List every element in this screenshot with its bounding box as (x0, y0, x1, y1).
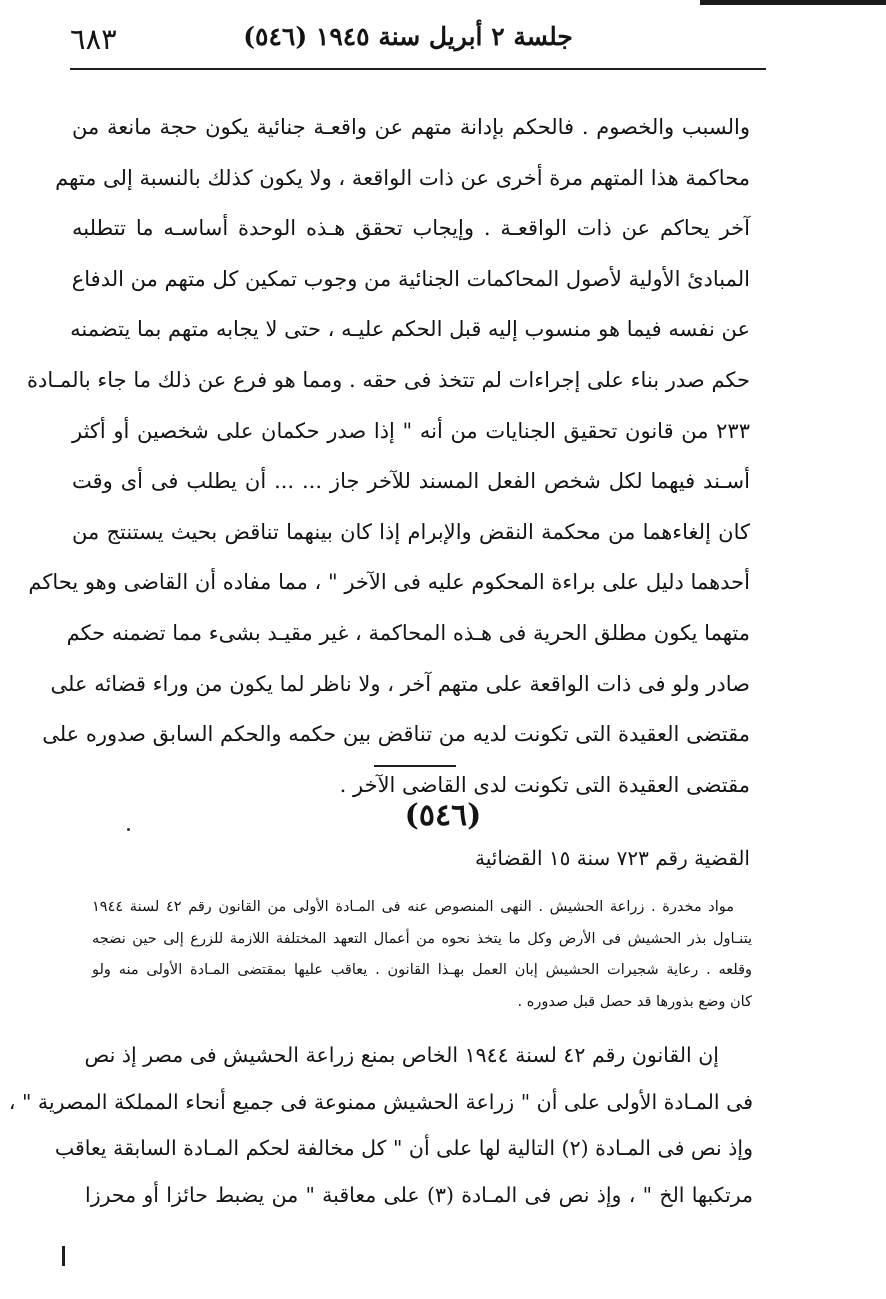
scan-speck (127, 828, 130, 831)
text-line: عن نفسه فيما هو منسوب إليه قبل الحكم عليـه ، حتى لا يجابه متهم بما يتضمنه (70, 317, 750, 342)
running-title: جلسة ٢ أبريل سنة ١٩٤٥ (٥٤٦) (243, 22, 573, 51)
text-line: أسـند فيهما لكل شخص الفعل المسند للآخر جاز ... ... أن يطلب فى أى وقت (72, 469, 750, 494)
judgment-text (8, 1032, 753, 1218)
text-line: ٢٣٣ من قانون تحقيق الجنايات من أنه " إذا صدر حكمان على شخصين أو أكثر (72, 418, 750, 443)
previous-case-text (27, 102, 750, 810)
text-line: كان إلغاءهما من محكمة النقض والإبرام إذا كان بينهما تناقض بحيث يستنتج من (72, 519, 750, 544)
text-line: حكم صدر بناء على إجراءات لم تتخذ فى حقه . ومما هو فرع عن ذلك ما جاء بالمـادة (27, 367, 750, 392)
summary-line: كان وضع بذورها قد حصل قبل صدوره . (517, 993, 752, 1010)
text-line: وإذ نص فى المـادة (٢) التالية لها على أن " كل مخالفة لحكم المـادة السابقة يعاقب (54, 1136, 753, 1160)
text-line: والسبب والخصوم . فالحكم بإدانة متهم عن واقعـة جنائية يكون حجة مانعة من (72, 115, 750, 139)
text-line: إن القانون رقم ٤٢ لسنة ١٩٤٤ الخاص بمنع زراعة الحشيش فى مصر إذ نص (84, 1043, 719, 1067)
case-summary (92, 892, 752, 1018)
page-header (70, 16, 766, 66)
case-number: (٥٤٦) (404, 798, 482, 833)
text-line: محاكمة هذا المتهم مرة أخرى عن ذات الواقعة ، ولا يكون كذلك بالنسبة إلى متهم (55, 165, 750, 190)
text-line: مقتضى العقيدة التى تكونت لديه من تناقض بين حكمه والحكم السابق صدوره على (42, 722, 750, 747)
text-line: فى المـادة الأولى على أن " زراعة الحشيش ممنوعة فى جميع أنحاء المملكة المصرية " ، (8, 1089, 753, 1114)
text-line: متهما يكون مطلق الحرية فى هـذه المحاكمة ، غير مقيـد بشىء مما تضمنه حكم (66, 620, 750, 645)
text-line: أحدهما دليل على براءة المحكوم عليه فى الآخر " ، مما مفاده أن القاضى وهو يحاكم (28, 570, 750, 595)
summary-line: مواد مخدرة . زراعة الحشيش . النهى المنصوص عنه فى المـادة الأولى من القانون رقم ٤٢ لسنة ١٩٤٤ (92, 899, 734, 915)
text-line: مقتضى العقيدة التى تكونت لدى القاضى الآخر . (339, 772, 750, 797)
page-number: ٦٨٣ (70, 22, 117, 56)
header-rule (70, 68, 766, 70)
text-line: مرتكبها الخ " ، وإذ نص فى المـادة (٣) على معاقبة " من يضبط حائزا أو محرزا (85, 1182, 753, 1207)
margin-mark (62, 1246, 65, 1266)
text-line: آخر يحاكم عن ذات الواقعـة . وإيجاب تحقق هـذه الوحدة أساسـه ما تتطلبه (72, 216, 750, 241)
scan-edge-mark (700, 0, 886, 5)
text-line: صادر ولو فى ذات الواقعة على متهم آخر ، ولا ناظر لما يكون من وراء قضائه على (50, 671, 750, 696)
summary-line: يتنـاول بذر الحشيش فى الأرض وكل ما يتخذ نحوه من أعمال التعهد المختلفة اللازمة للزرع إلى حين نضجه (92, 930, 752, 947)
case-reference: القضية رقم ٧٢٣ سنة ١٥ القضائية (475, 846, 750, 870)
section-divider (374, 765, 456, 767)
text-line: المبادئ الأولية لأصول المحاكمات الجنائية من وجوب تمكين كل متهم من الدفاع (71, 266, 750, 291)
summary-line: وقلعه . رعاية شجيرات الحشيش إبان العمل بهـذا القانون . يعاقب عليها بمقتضى المـادة الأولى منه ولو (92, 962, 752, 978)
